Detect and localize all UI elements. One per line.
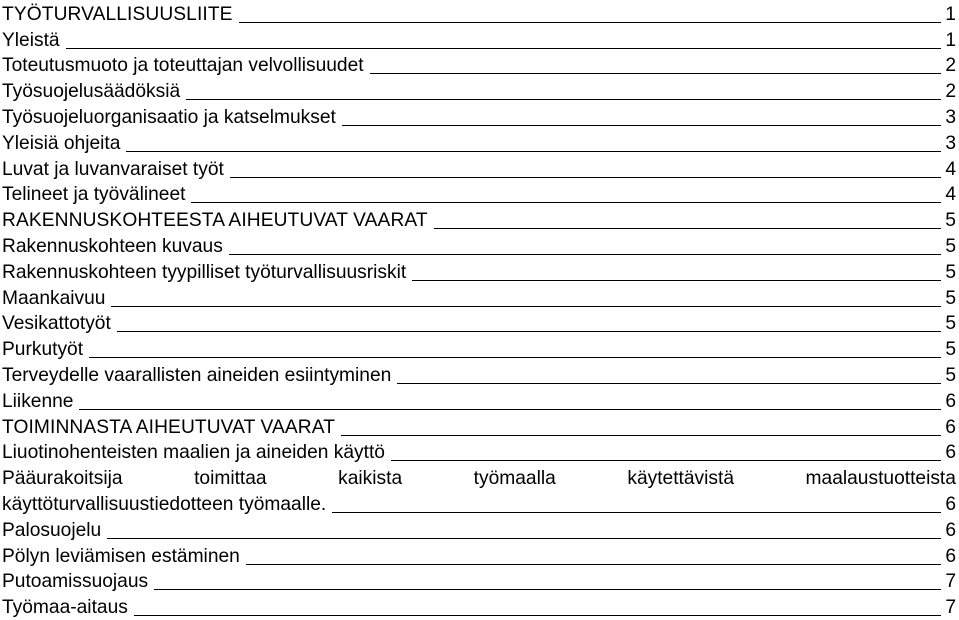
toc-entry-word: käytettävistä <box>627 468 734 490</box>
toc-leader-line <box>246 563 941 565</box>
toc-page-number: 6 <box>945 442 956 464</box>
toc-page-number: 3 <box>945 106 956 128</box>
toc-entry-label: Palosuojelu <box>2 519 102 541</box>
toc-leader-line <box>341 434 941 436</box>
toc-entry[interactable] <box>2 516 956 542</box>
toc-leader-line <box>342 124 941 126</box>
toc-page-number: 6 <box>945 390 956 412</box>
toc-leader-line <box>332 511 941 513</box>
toc-page-number: 6 <box>945 545 956 567</box>
toc-entry-label: Maankaivuu <box>2 287 106 309</box>
toc-entry[interactable] <box>2 542 956 568</box>
toc-page-number: 5 <box>945 261 956 283</box>
toc-leader-line <box>107 537 941 539</box>
toc-leader-line <box>230 176 941 178</box>
toc-page-number: 5 <box>945 339 956 361</box>
toc-page-number: 7 <box>945 597 956 619</box>
toc-entry[interactable] <box>2 103 956 129</box>
toc-entry-label: Yleistä <box>2 29 60 51</box>
toc-page-number: 1 <box>945 3 956 25</box>
toc-entry-word: Pääurakoitsija <box>2 468 123 490</box>
toc-page-number: 6 <box>945 416 956 438</box>
toc-entry[interactable] <box>2 413 956 439</box>
toc-entry-word: työmaalla <box>473 468 556 490</box>
toc-leader-line <box>434 227 941 229</box>
toc-entry-label: Rakennuskohteen tyypilliset työturvallisuusriskit <box>2 261 407 283</box>
toc-page-number: 6 <box>945 493 956 515</box>
toc-entry-label: Rakennuskohteen kuvaus <box>2 235 223 257</box>
toc-entry-label: TOIMINNASTA AIHEUTUVAT VAARAT <box>2 416 336 438</box>
toc-page-number: 4 <box>945 184 956 206</box>
toc-leader-line <box>134 614 941 616</box>
toc-entry-label: Putoamissuojaus <box>2 571 149 593</box>
toc-entry[interactable] <box>2 284 956 310</box>
toc-leader-line <box>154 588 941 590</box>
toc-entry-multiline-first[interactable] <box>2 464 956 490</box>
toc-page-number: 2 <box>945 81 956 103</box>
toc-entry-label: TYÖTURVALLISUUSLIITE <box>2 3 233 25</box>
toc-leader-line <box>89 356 941 358</box>
toc-entry-word: kaikista <box>338 468 403 490</box>
toc-entry[interactable] <box>2 593 956 619</box>
toc-entry[interactable] <box>2 77 956 103</box>
toc-entry-label: Yleisiä ohjeita <box>2 132 121 154</box>
toc-entry[interactable] <box>2 181 956 207</box>
toc-entry-label: Telineet ja työvälineet <box>2 184 186 206</box>
toc-leader-line <box>111 305 941 307</box>
toc-entry-label: Terveydelle vaarallisten aineiden esiintyminen <box>2 364 392 386</box>
toc-leader-line <box>79 408 941 410</box>
toc-leader-line <box>397 382 941 384</box>
toc-entry[interactable] <box>2 0 956 26</box>
toc-entry[interactable] <box>2 129 956 155</box>
toc-entry-label: Purkutyöt <box>2 339 84 361</box>
toc-page-number: 4 <box>945 158 956 180</box>
toc-entry-label: Vesikattotyöt <box>2 313 111 335</box>
toc-page-number: 5 <box>945 210 956 232</box>
toc-entry-label: käyttöturvallisuustiedotteen työmaalle. <box>2 493 327 515</box>
toc-entry[interactable] <box>2 568 956 594</box>
toc-leader-line <box>239 21 941 23</box>
toc-entry-label: RAKENNUSKOHTEESTA AIHEUTUVAT VAARAT <box>2 210 428 232</box>
toc-page-number: 6 <box>945 519 956 541</box>
toc-leader-line <box>229 253 941 255</box>
toc-page-number: 7 <box>945 571 956 593</box>
toc-entry-label: Työsuojelusäädöksiä <box>2 81 181 103</box>
toc-page-number: 1 <box>945 29 956 51</box>
toc-entry-multiline-second[interactable] <box>2 490 956 516</box>
toc-entry[interactable] <box>2 232 956 258</box>
toc-entry-label: Pölyn leviämisen estäminen <box>2 545 240 567</box>
toc-entry[interactable] <box>2 258 956 284</box>
toc-entry-label: Luvat ja luvanvaraiset työt <box>2 158 224 180</box>
toc-entry-label: Työmaa-aitaus <box>2 597 128 619</box>
toc-leader-line <box>66 47 941 49</box>
toc-entry[interactable] <box>2 439 956 465</box>
toc-page-number: 5 <box>945 287 956 309</box>
toc-entry-word: maalaustuotteista <box>805 468 956 490</box>
toc-entry[interactable] <box>2 310 956 336</box>
toc-entry[interactable] <box>2 52 956 78</box>
toc-entry-word: toimittaa <box>194 468 267 490</box>
toc-leader-line <box>117 330 941 332</box>
toc-page-number: 5 <box>945 235 956 257</box>
toc-page-number: 5 <box>945 364 956 386</box>
toc-entry[interactable] <box>2 155 956 181</box>
toc-entry-label: Työsuojeluorganisaatio ja katselmukset <box>2 106 336 128</box>
toc-entry[interactable] <box>2 206 956 232</box>
toc-leader-line <box>391 459 941 461</box>
toc-page-number: 3 <box>945 132 956 154</box>
toc-leader-line <box>412 279 941 281</box>
toc-entry[interactable] <box>2 26 956 52</box>
toc-leader-line <box>186 98 941 100</box>
toc-page-number: 2 <box>945 55 956 77</box>
toc-entry-label: Liuotinohenteisten maalien ja aineiden käyttö <box>2 442 385 464</box>
toc-leader-line <box>191 201 941 203</box>
toc-entry[interactable] <box>2 361 956 387</box>
toc-leader-line <box>126 150 941 152</box>
toc-entry-label: Liikenne <box>2 390 74 412</box>
toc-entry[interactable] <box>2 387 956 413</box>
toc-entry[interactable] <box>2 335 956 361</box>
toc-page-number: 5 <box>945 313 956 335</box>
toc-leader-line <box>370 72 941 74</box>
toc-entry-label: Toteutusmuoto ja toteuttajan velvollisuudet <box>2 55 364 77</box>
